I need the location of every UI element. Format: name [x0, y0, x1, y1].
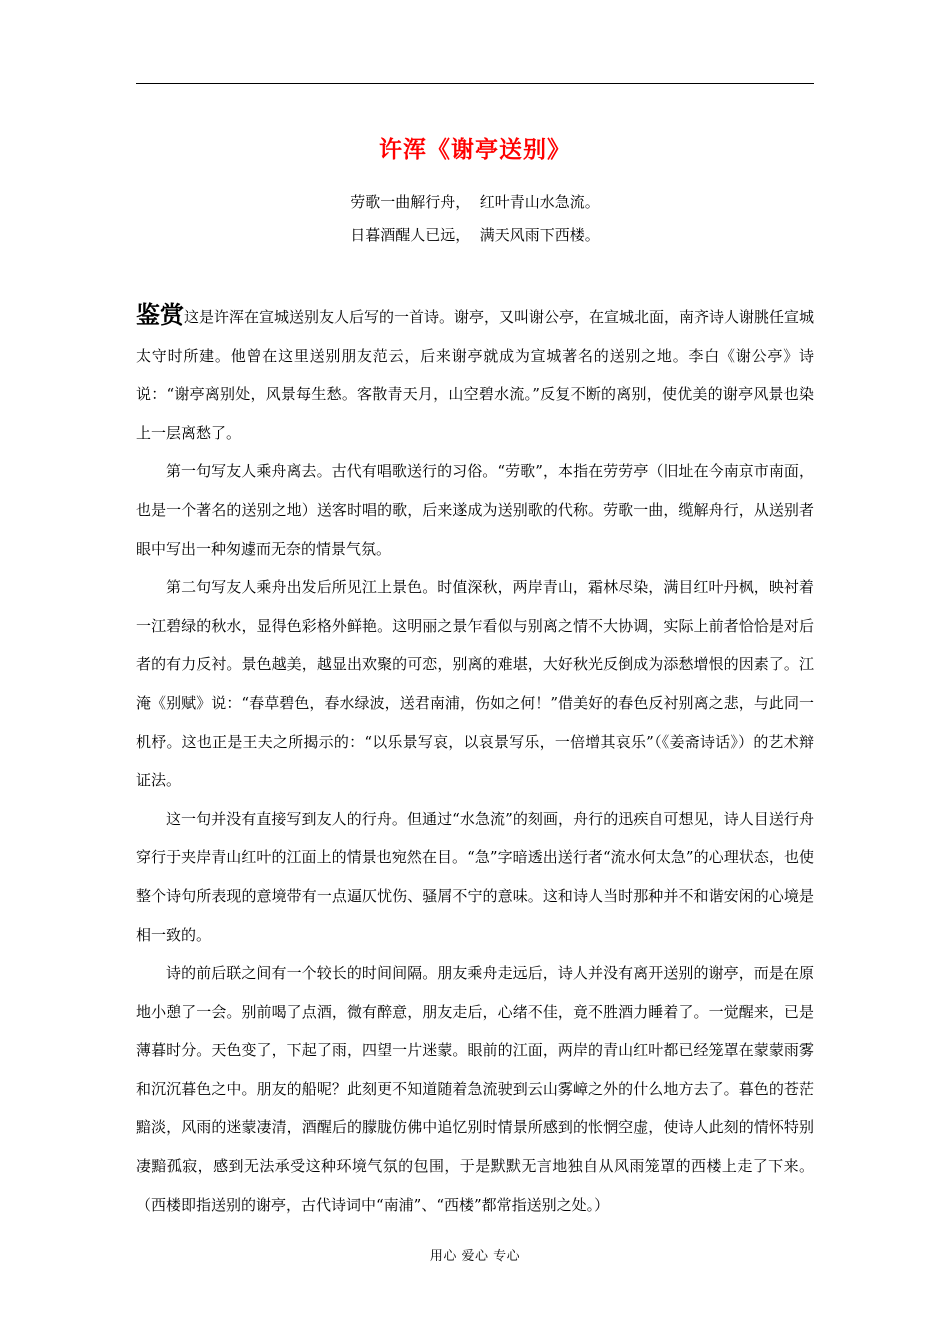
paragraph-2: 第一句写友人乘舟离去。古代有唱歌送行的习俗。“劳歌”，本指在劳劳亭（旧址在今南京市南面，也是一个著名的送别之地）送客时唱的歌，后来遂成为送别歌的代称。劳歌一曲，缆解舟行，从送别者眼中写出一种匆遽而无奈的情景气氛。	[136, 462, 814, 558]
paragraph-1-text: 这是许浑在宣城送别友人后写的一首诗。谢亭，又叫谢公亭，在宣城北面，南齐诗人谢朓任宣城太守时所建。他曾在这里送别朋友范云，后来谢亭就成为宣城著名的送别之地。李白《谢公亭》诗说：“谢亭离别处，风景每生愁。客散青天月，山空碧水流。”反复不断的离别，使优美的谢亭风景也染上一层离愁了。	[136, 308, 815, 442]
appreciation-label: 鉴赏	[136, 300, 184, 329]
paragraph-3: 第二句写友人乘舟出发后所见江上景色。时值深秋，两岸青山，霜林尽染，满目红叶丹枫，映衬着一江碧绿的秋水，显得色彩格外鲜艳。这明丽之景乍看似与别离之情不大协调，实际上前者恰恰是对后者的有力反衬。景色越美，越显出欢聚的可恋，别离的难堪，大好秋光反倒成为添愁增恨的因素了。江淹《别赋》说：“春草碧色，春水绿波，送君南浦，伤如之何！”借美好的春色反衬别离之悲，与此同一机杼。这也正是王夫之所揭示的：“以乐景写哀，以哀景写乐，一倍增其哀乐”（《姜斋诗话》）的艺术辩证法。	[136, 578, 814, 790]
appreciation-section	[136, 296, 814, 1224]
page-title: 许浑《谢亭送别》	[379, 136, 571, 163]
paragraph-5: 诗的前后联之间有一个较长的时间间隔。朋友乘舟走远后，诗人并没有离开送别的谢亭，而是在原地小憩了一会。别前喝了点酒，微有醉意，朋友走后，心绪不佳，竟不胜酒力睡着了。一觉醒来，已是薄暮时分。天色变了，下起了雨，四望一片迷蒙。眼前的江面，两岸的青山红叶都已经笼罩在蒙蒙雨雾和沉沉暮色之中。朋友的船呢？此刻更不知道随着急流驶到云山雾嶂之外的什么地方去了。暮色的苍茫黯淡，风雨的迷蒙凄清，酒醒后的朦胧仿佛中追忆别时情景所感到的怅惘空虚，使诗人此刻的情怀特别凄黯孤寂，感到无法承受这种环境气氛的包围，于是默默无言地独自从风雨笼罩的西楼上走了下来。（西楼即指送别的谢亭，古代诗词中“南浦”、“西楼”都常指送别之处。）	[136, 964, 814, 1214]
poem-line-2: 日暮酒醒人已远， 满天风雨下西楼。	[350, 226, 600, 244]
page-footer: 用心 爱心 专心	[429, 1249, 521, 1264]
paragraph-4: 这一句并没有直接写到友人的行舟。但通过“水急流”的刻画，舟行的迅疾自可想见，诗人目送行舟穿行于夹岸青山红叶的江面上的情景也宛然在目。“急”字暗透出送行者“流水何太急”的心理状态，也使整个诗句所表现的意境带有一点逼仄忧伤、骚屑不宁的意味。这和诗人当时那种并不和谐安闲的心境是相一致的。	[136, 809, 814, 944]
paragraph-1	[136, 296, 814, 452]
poem-line-1: 劳歌一曲解行舟， 红叶青山水急流。	[350, 193, 600, 211]
poem	[136, 186, 814, 252]
header-rule	[136, 83, 814, 84]
